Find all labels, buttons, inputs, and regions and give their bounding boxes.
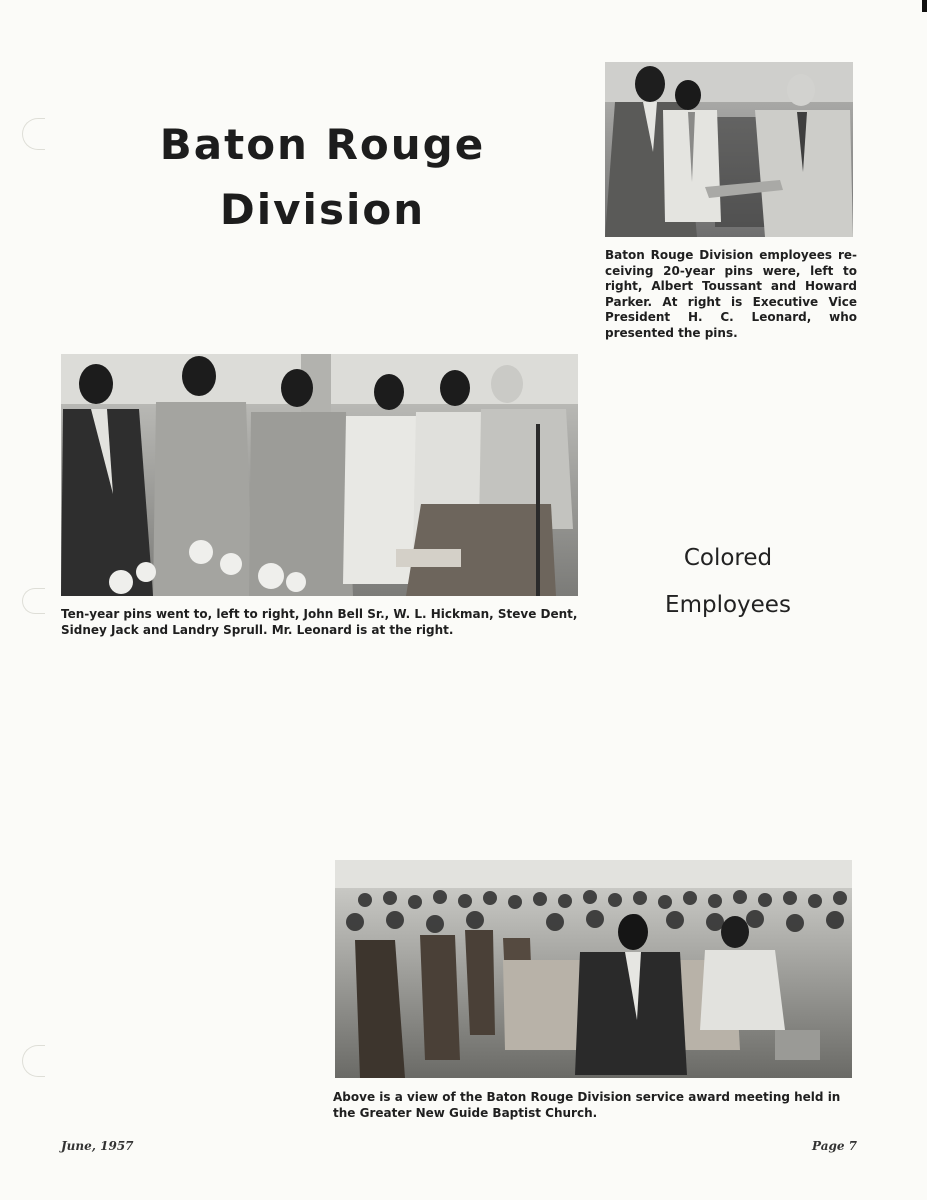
section-heading-line-1: Colored [683, 545, 773, 571]
binder-hole-bottom [22, 1045, 45, 1077]
section-heading [628, 535, 828, 629]
binder-hole-middle [22, 588, 45, 614]
footer-page-number: Page 7 [812, 1139, 858, 1153]
caption-10-year-pins: Ten-year pins went to, left to right, John Bell Sr., W. L. Hickman, Steve Dent, Sidney Jack and Landry Sprull. Mr. Leonard is at the right. [61, 607, 578, 637]
photo-award-meeting [335, 860, 852, 1078]
footer-date: June, 1957 [61, 1139, 134, 1153]
caption-20-year-pins: Baton Rouge Division employees re-ceiving 20-year pins were, left to right, Albert Toussant and Howard Parker. At right is Executive Vice President H. C. Leonard, who presented the pins. [605, 248, 857, 340]
caption-award-meeting: Above is a view of the Baton Rouge Division service award meeting held in the Greater New Guide Baptist Church. [333, 1090, 841, 1120]
section-heading-line-2: Employees [665, 592, 791, 618]
page-title-line-1: Baton Rouge [159, 120, 486, 169]
page-title-line-2: Division [219, 185, 426, 234]
photo-10-year-pins [61, 354, 578, 596]
page-title [150, 112, 495, 242]
binder-hole-top [22, 118, 45, 150]
scan-corner-mark [922, 0, 927, 12]
photo-20-year-pins [605, 62, 853, 237]
